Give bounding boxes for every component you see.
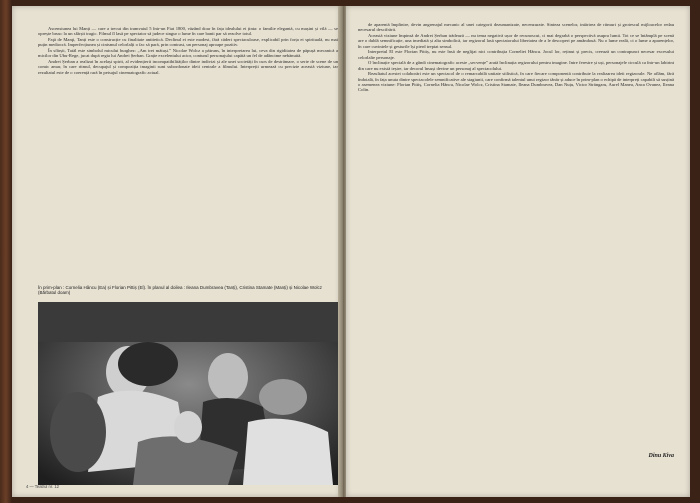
right-paragraph: de aparentă împlinire, devin angrenajul mecanic al unei categorii dezumanizate, necenzurate. Sinteza scenelor, intărirea de ritmuri și grotescul mijloacelor redau necesarul descifrării. bbox=[358, 22, 674, 33]
left-paragraph: În sfârșit, Tatăl este simbolul micului burghez: „Am trei mătuși.” Nicolae Wolcz a pătruns, în interpretarea lui, ceva din rigiditatea de păpușă mecanică a micilor din Ubu-Rege, jucat după regia lui Andrei Șerban. Grație excelentului actor, conturul personajului capătă un fel de adâncime nebănuită. bbox=[38, 47, 338, 59]
left-paragraph: Andrei Șerban a realizat în același spirit, al evidențierii incompatibilităților dintre indivizi și ale unei societăți în curs de destrămare, o serie de scene de un comic amar, în care ritmul, decupajul și compoziția imaginii sunt subordonate ideii centrale a filmului. Interpreții urmează cu precizie această viziune, iar rezultatul este de o coerență rară în peisajul cinematografic actual. bbox=[38, 58, 338, 75]
right-paragraph: Rezultatul acestei colaborări este un spectacol de o remarcabilă unitate stilistică, în care fiecare componentă contribuie la realizarea ideii regizorale. Ne aflăm, fără îndoială, în fața unuia dintre spectacolele semnificative ale stagiunii, care confirmă talentul unui regizor tânăr și aduce în prim-plan o echipă de interpreți capabili să susțină o asemenea viziune: Florian Pittiș, Cornelia Hâncu, Nicolae Wolcz, Cristina Stamate, Ileana Dumbravea, Dan Nuțu, Victor Străngaru, Aurel Manea, Anca Ovanez, Ileana Colin. bbox=[358, 71, 674, 93]
left-page bbox=[12, 6, 340, 497]
author-signature: Dinu Kiva bbox=[648, 453, 674, 459]
right-text-column bbox=[358, 22, 674, 466]
photo-image bbox=[38, 302, 340, 485]
stage-photo bbox=[38, 302, 340, 485]
right-paragraph: O înclinație specială de a gândi cinematografic aceste „secvențe” arată înclinația regizorului pentru imagine. Intre ferestre și uși, personajele circulă ca într-un labirint din care nu există ieșire, iar decorul însuși devine un personaj al spectacolului. bbox=[358, 60, 674, 71]
left-text-column bbox=[38, 26, 338, 283]
right-paragraph: Această viziune împinsă de Andrei Șerban trădează — nu tema negativă ușor de recunoscut, ci mai degrabă o perspectivă asupra lumii. Tot ce se întâmplă pe scenă are o dublă semnificație, una imediată și alta simbolică, iar regizorul lasă spectatorului libertatea de a le descoperi pe amândouă. Nu o lume reală, ci o lume a aparențelor, în care cuvintele și gesturile își pierd treptat sensul. bbox=[358, 32, 674, 49]
left-paragraph: Faţă de Manţi, Tanți este o construcție cu finalitate antitetică. Declinul ei este modest, fără căderi spectaculoase, explicabil prin forța ei spirituală, nu mai puțin mediocră. Imperfecțiunea și cinismul celorlalți o fac să pară, prin contrast, un personaj aproape pozitiv. bbox=[38, 36, 338, 48]
photo-caption: În prim-plan : Cornelia Hâncu (Ea) și Florian Pittiș (El). În planul al doilea : Ileana Dumbravea (Tanți), Cristina Stamate (Manți) și Nicolae Wolcz (Bărbatul doam) bbox=[38, 285, 323, 296]
left-paragraph: Ascensiunea lui Manți — care a trecut din tramvaiul 5 într-un Fiat 1800, văzând doar în fața idealului ei ținta: o familie elegantă, cu mașini și vilă — se oprește brusc la un sfârșit tragic. Filmul îl lasă pe spectator să judece singur o lume în care banii par să rezolve totul. bbox=[38, 26, 338, 37]
right-paragraph: Interpretul El este Florian Pittiș, nu este însă de neglijat nici contribuția Corneliei Hâncu. Jocul lor, reținut și precis, creează un contrapunct necesar excesului celorlalte personaje. bbox=[358, 49, 674, 60]
page-folio: 4 — Teatrul nr. 12 bbox=[26, 484, 59, 489]
right-page bbox=[346, 6, 690, 497]
